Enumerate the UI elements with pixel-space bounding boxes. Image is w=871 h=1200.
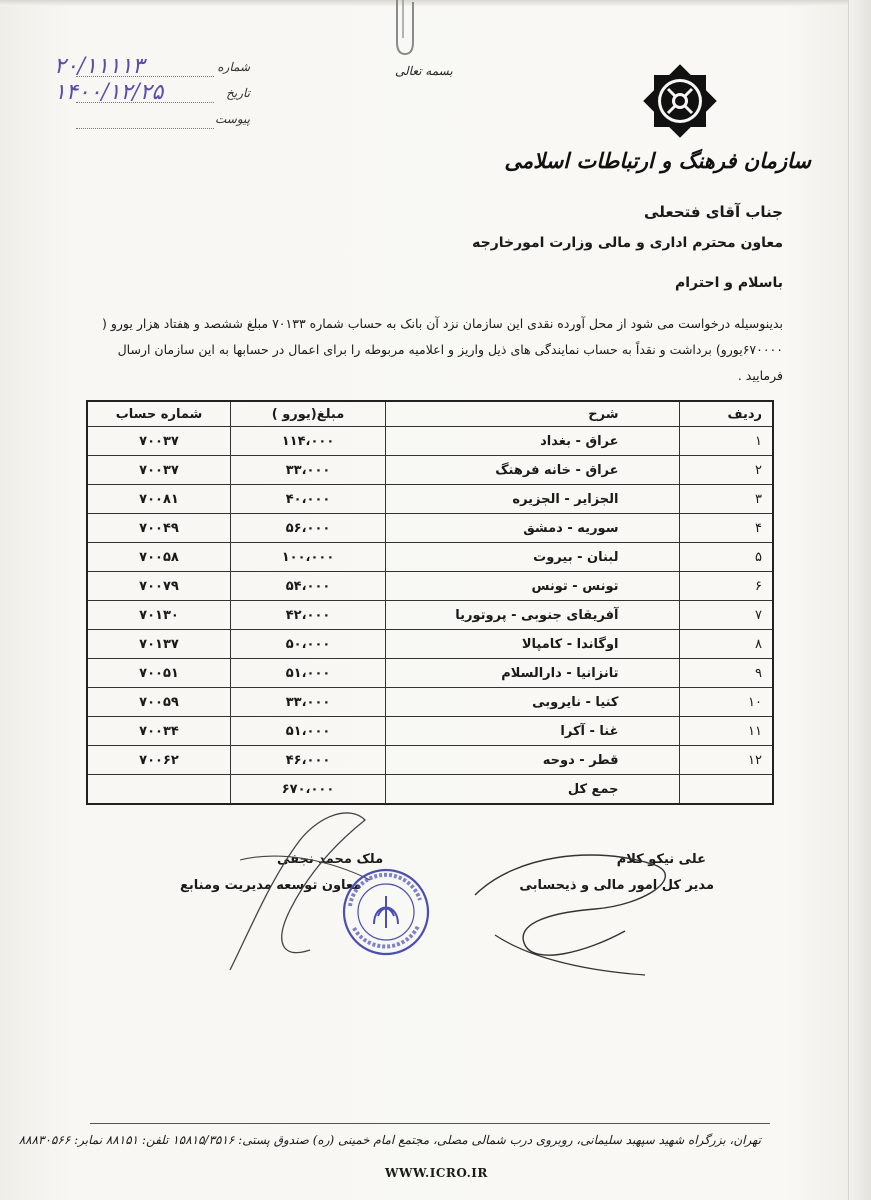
table-row [87,688,773,717]
footer-address: تهران، بزرگراه شهید سپهبد سلیمانی، روبروی درب شمالی مصلی، مجتمع امام خمینی (ره) صندوق پستی: ۱۵۸۱۵/۳۵۱۶ تلفن: ۸۸۱۵۱ نمابر: ۸۸۸۳۰۵۶۶ [18,1133,761,1147]
row-description: تونس - تونس [386,572,680,601]
row-number: ۶ [679,572,773,601]
table-row [87,485,773,514]
row-number: ۵ [679,543,773,572]
page-edge-right [848,0,871,1200]
row-amount: ۱۰۰،۰۰۰ [231,543,386,572]
row-description: کنیا - نایروبی [386,688,680,717]
row-description: لبنان - بیروت [386,543,680,572]
greeting: باسلام و احترام [675,275,783,291]
row-number: ۲ [679,456,773,485]
row-account: ۷۰۰۳۷ [87,456,231,485]
table-row [87,456,773,485]
row-number: ۱ [679,427,773,456]
signatory-left-title: معاون توسعه مدیریت ومنابع [180,878,362,893]
table-row [87,543,773,572]
table-row [87,427,773,456]
meta-attachment-row [50,108,250,134]
column-header-description: شرح [386,401,680,427]
organization-website: WWW.ICRO.IR [385,1166,488,1180]
column-header-account: شماره حساب [87,401,231,427]
official-seal-icon [340,866,432,958]
row-number: ۱۱ [679,717,773,746]
row-amount: ۴۶،۰۰۰ [231,746,386,775]
meta-attachment-line [76,128,214,129]
row-account: ۷۰۰۳۷ [87,427,231,456]
row-account: ۷۰۰۵۸ [87,543,231,572]
row-description: الجزایر - الجزیره [386,485,680,514]
row-amount: ۳۳،۰۰۰ [231,688,386,717]
table-header-row [87,401,773,427]
signature-right-scribble [455,835,695,985]
row-amount: ۴۲،۰۰۰ [231,601,386,630]
row-number: ۱۲ [679,746,773,775]
row-amount: ۳۳،۰۰۰ [231,456,386,485]
row-description: عراق - بغداد [386,427,680,456]
organization-logo-icon [637,58,723,144]
row-description: قطر - دوحه [386,746,680,775]
row-description: غنا - آکرا [386,717,680,746]
row-account: ۷۰۰۶۲ [87,746,231,775]
row-number: ۱۰ [679,688,773,717]
meta-number-row [50,56,250,82]
row-account: ۷۰۰۵۹ [87,688,231,717]
transfer-table [86,400,774,805]
row-number: ۴ [679,514,773,543]
meta-date-row [50,82,250,108]
signatory-right-name: علی نیکو کلام [616,852,706,867]
meta-date-value: ۱۴۰۰/۱۲/۲۵ [54,80,164,105]
column-header-amount: مبلغ(یورو ) [231,401,386,427]
row-number: ۳ [679,485,773,514]
total-label: جمع کل [386,775,680,805]
row-number: ۹ [679,659,773,688]
row-account: ۷۰۱۳۰ [87,601,231,630]
table-row [87,746,773,775]
row-number: ۷ [679,601,773,630]
row-description: آفریقای جنوبی - پروتوریا [386,601,680,630]
row-amount: ۱۱۴،۰۰۰ [231,427,386,456]
table-row [87,601,773,630]
row-number: ۸ [679,630,773,659]
row-account: ۷۰۰۷۹ [87,572,231,601]
letter-meta [50,56,250,134]
signatory-right-title: مدیر کل امور مالی و ذیحسابی [519,878,714,893]
page-edge-top [0,0,871,6]
row-account: ۷۰۱۳۷ [87,630,231,659]
row-description: تانزانیا - دارالسلام [386,659,680,688]
meta-number-value: ۲۰/۱۱۱۱۳ [54,54,145,79]
table-total-row [87,775,773,805]
row-account: ۷۰۰۸۱ [87,485,231,514]
row-amount: ۵۴،۰۰۰ [231,572,386,601]
row-description: سوریه - دمشق [386,514,680,543]
table-body [87,427,773,775]
paper-clip-icon [383,0,423,60]
bismillah-heading: بسمه تعالی [395,64,453,78]
row-account: ۷۰۰۳۴ [87,717,231,746]
meta-date-label: تاریخ [226,86,250,100]
row-account: ۷۰۰۴۹ [87,514,231,543]
row-amount: ۵۱،۰۰۰ [231,659,386,688]
table-row [87,717,773,746]
table-row [87,514,773,543]
footer-divider [90,1123,770,1124]
table-row [87,572,773,601]
signatory-left-name: ملک محمد نجفی [277,852,384,867]
total-account-empty [87,775,231,805]
organization-name: سازمان فرهنگ و ارتباطات اسلامی [504,148,811,173]
addressee: جناب آقای فتحعلی [644,203,783,221]
total-amount: ۶۷۰،۰۰۰ [231,775,386,805]
table-row [87,630,773,659]
row-amount: ۵۰،۰۰۰ [231,630,386,659]
table-row [87,659,773,688]
meta-attachment-label: پیوست [215,112,250,126]
total-spacer [679,775,773,805]
row-amount: ۵۱،۰۰۰ [231,717,386,746]
addressee-title: معاون محترم اداری و مالی وزارت امورخارجه [472,235,783,251]
row-description: عراق - خانه فرهنگ [386,456,680,485]
row-amount: ۵۶،۰۰۰ [231,514,386,543]
row-amount: ۴۰،۰۰۰ [231,485,386,514]
row-description: اوگاندا - کامپالا [386,630,680,659]
letter-body: بدینوسیله درخواست می شود از محل آورده نقدی این سازمان نزد آن بانک به حساب شماره ۷۰۱۳۳ مبلغ ششصد و هفتاد هزار یورو ( ۶۷۰۰۰۰یورو) برداشت و نقداً به حساب نمایندگی های ذیل واریز و اعلامیه مربوطه را برای اعمال در حسابها به این سازمان ارسال فرمایید . [102,316,783,383]
column-header-row-number: ردیف [679,401,773,427]
row-account: ۷۰۰۵۱ [87,659,231,688]
meta-number-label: شماره [217,60,250,74]
